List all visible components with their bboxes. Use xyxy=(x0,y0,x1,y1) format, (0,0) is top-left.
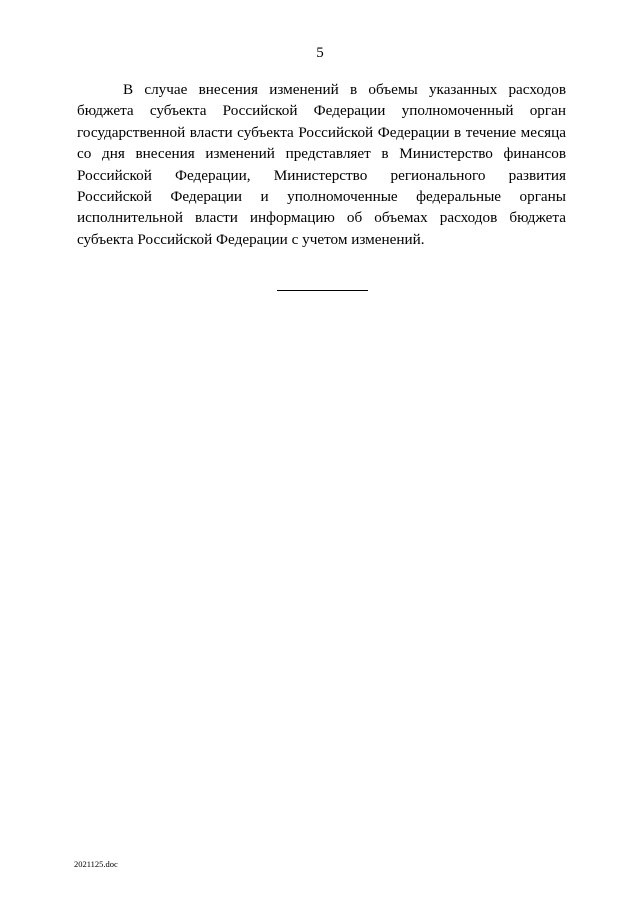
footer-filename: 2021125.doc xyxy=(74,859,118,869)
body-paragraph: В случае внесения изменений в объемы указанных расходов бюджета субъекта Российской Федерации уполномоченный орган государственной власти субъекта Российской Федерации в течение месяца со дня внесения изменений представляет в Министерство финансов Российской Федерации, Министерство регионального развития Российской Федерации и уполномоченные федеральные органы исполнительной власти информацию об объемах расходов бюджета субъекта Российской Федерации с учетом изменений. xyxy=(77,81,566,248)
page-number: 5 xyxy=(316,45,324,61)
end-of-text-rule xyxy=(277,290,368,291)
